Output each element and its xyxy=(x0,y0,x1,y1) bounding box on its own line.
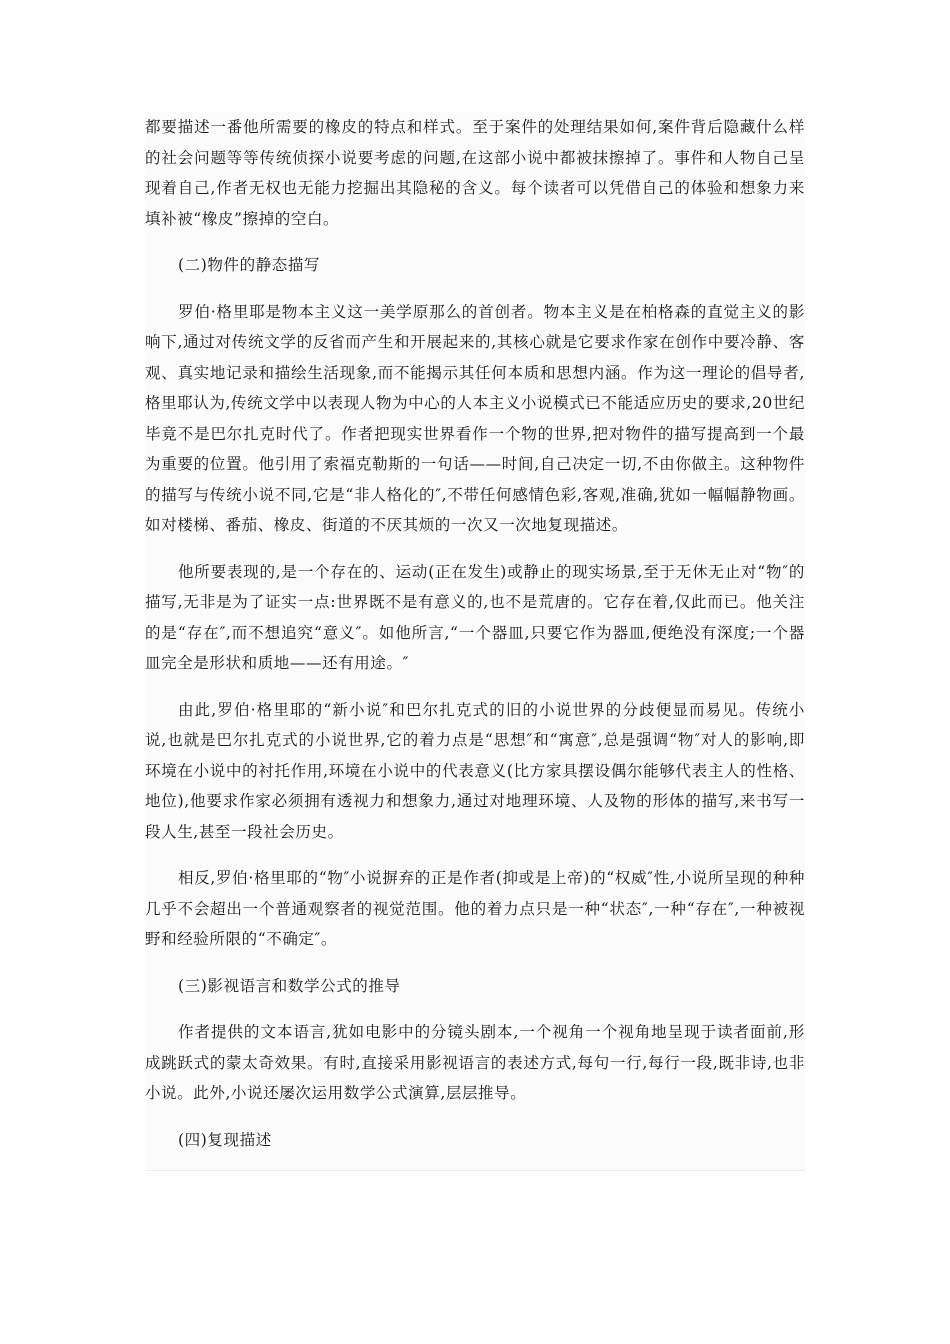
paragraph: 由此,罗伯·格里耶的“新小说″和巴尔扎克式的旧的小说世界的分歧便显而易见。传统小说,也就是巴尔扎克式的小说世界,它的着力点是“思想″和“寓意″,总是强调“物″对人的影响,即环境在小说中的衬托作用,环境在小说中的代表意义(比方家具摆设偶尔能够代表主人的性格、地位),他要求作家必须拥有透视力和想象力,通过对地理环境、人及物的形体的描写,来书写一段人生,甚至一段社会历史。 xyxy=(145,700,805,841)
section-heading-2: (二)物件的静态描写 xyxy=(178,256,321,274)
section-heading-4: (四)复现描述 xyxy=(178,1130,272,1149)
paragraph: 作者提供的文本语言,犹如电影中的分镜头剧本,一个视角一个视角地呈现于读者面前,形成跳跃式的蒙太奇效果。有时,直接采用影视语言的表述方式,每句一行,每行一段,既非诗,也非小说。此外,小说还屡次运用数学公式演算,层层推导。 xyxy=(145,1023,805,1102)
section-heading-3: (三)影视语言和数学公式的推导 xyxy=(178,976,401,995)
paragraph: 他所要表现的,是一个存在的、运动(正在发生)或静止的现实场景,至于无休无止对“物″的描写,无非是为了证实一点:世界既不是有意义的,也不是荒唐的。它存在着,仅此而已。他关注的是“存在″,而不想追究“意义″。如他所言,“一个器皿,只要它作为器皿,便绝没有深度;一个器皿完全是形状和质地——还有用途。″ xyxy=(145,562,805,672)
paragraph: 罗伯·格里耶是物本主义这一美学原那么的首创者。物本主义是在柏格森的直觉主义的影响下,通过对传统文学的反省而产生和开展起来的,其核心就是它要求作家在创作中要冷静、客观、真实地记录和描绘生活现象,而不能揭示其任何本质和思想内涵。作为这一理论的倡导者,格里耶认为,传统文学中以表现人物为中心的人本主义小说模式已不能适应历史的要求,20世纪毕竟不是巴尔扎克时代了。作者把现实世界看作一个物的世界,把对物件的描写提高到一个最为重要的位置。他引用了索福克勒斯的一句话——时间,自己决定一切,不由你做主。这种物件的描写与传统小说不同,它是“非人格化的″,不带任何感情色彩,客观,准确,犹如一幅幅静物画。如对楼梯、番茄、橡皮、街道的不厌其烦的一次又一次地复现描述。 xyxy=(145,302,805,534)
paragraph: 相反,罗伯·格里耶的“物″小说摒弃的正是作者(抑或是上帝)的“权威″性,小说所呈现的种种几乎不会超出一个普通观察者的视觉范围。他的着力点只是一种“状态″,一种“存在″,一种被视野和经验所限的“不确定″。 xyxy=(145,869,805,948)
paragraph-continuation: 都要描述一番他所需要的橡皮的特点和样式。至于案件的处理结果如何,案件背后隐藏什么样的社会问题等等传统侦探小说要考虑的问题,在这部小说中都被抹擦掉了。事件和人物自己呈现着自己,作者无权也无能力挖掘出其隐秘的含义。每个读者可以凭借自己的体验和想象力来填补被“橡皮”擦掉的空白。 xyxy=(145,118,805,228)
text-body xyxy=(145,112,805,1171)
